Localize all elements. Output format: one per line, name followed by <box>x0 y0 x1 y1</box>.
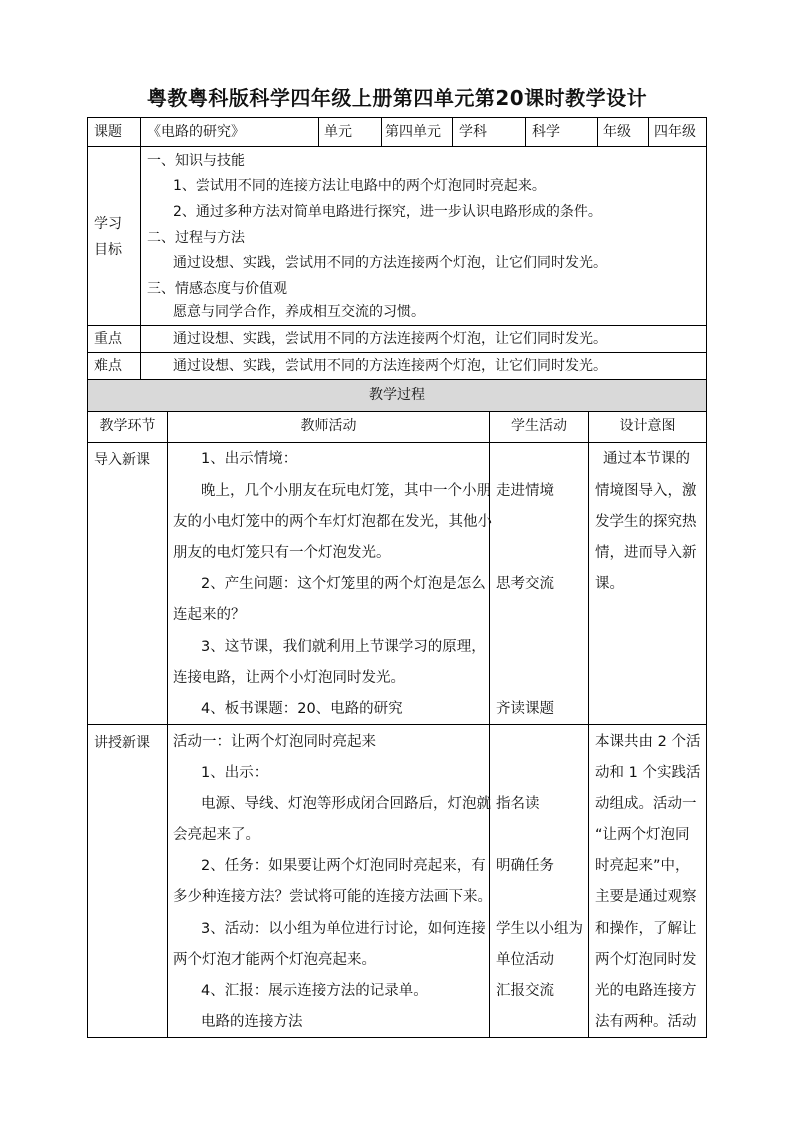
teacher-activity-line: 2、任务：如果要让两个灯泡同时亮起来，有 <box>201 858 486 874</box>
column-header-stage: 教学环节 <box>99 418 156 434</box>
unit-label: 单元 <box>324 124 352 140</box>
teacher-activity-line: 友的小电灯笼中的两个车灯灯泡都在发光，其他小 <box>173 514 492 530</box>
topic-label: 课题 <box>94 124 122 140</box>
objective-line: 通过设想、实践，尝试用不同的方法连接两个灯泡，让它们同时发光。 <box>173 255 607 271</box>
student-activity: 汇报交流 <box>496 983 554 999</box>
difficulty-text: 通过设想、实践，尝试用不同的方法连接两个灯泡，让它们同时发光。 <box>173 358 607 374</box>
subject-value: 科学 <box>532 124 560 140</box>
teacher-activity-line: 晚上，几个小朋友在玩电灯笼，其中一个小朋 <box>201 483 491 499</box>
objective-line: 1、尝试用不同的连接方法让电路中的两个灯泡同时亮起来。 <box>173 178 546 194</box>
teacher-activity-line: 1、出示： <box>201 765 269 781</box>
stage-label: 讲授新课 <box>94 735 150 751</box>
page-title: 粤教粤科版科学四年级上册第四单元第20课时教学设计 <box>146 86 648 110</box>
student-activity: 齐读课题 <box>496 701 554 717</box>
design-intent-line: 情，进而导入新 <box>595 545 697 561</box>
teacher-activity-line: 3、这节课，我们就利用上节课学习的原理， <box>201 639 486 655</box>
teacher-activity-line: 活动一：让两个灯泡同时亮起来 <box>173 734 376 750</box>
design-intent-line: 法有两种。活动 <box>595 1014 697 1030</box>
column-header-intent: 设计意图 <box>619 418 676 434</box>
design-intent-line: 本课共由 2 个活 <box>595 734 701 750</box>
student-activity: 学生以小组为 <box>496 921 583 937</box>
topic-value: 《电路的研究》 <box>147 124 245 140</box>
student-activity: 单位活动 <box>496 952 554 968</box>
design-intent-line: 动组成。活动一 <box>595 796 697 812</box>
key-point-text: 通过设想、实践，尝试用不同的方法连接两个灯泡，让它们同时发光。 <box>173 331 607 347</box>
teacher-activity-line: 连接电路，让两个小灯泡同时发光。 <box>173 670 405 686</box>
student-activity: 走进情境 <box>496 483 554 499</box>
teacher-activity-line: 3、活动：以小组为单位进行讨论，如何连接 <box>201 921 486 937</box>
objective-line: 三、情感态度与价值观 <box>147 281 287 297</box>
student-activity: 思考交流 <box>496 576 554 592</box>
teacher-activity-line: 4、板书课题：20、电路的研究 <box>201 701 403 717</box>
teacher-activity-line: 两个灯泡才能两个灯泡亮起来。 <box>173 952 376 968</box>
objectives-label: 目标 <box>94 242 122 258</box>
teacher-activity-line: 朋友的电灯笼只有一个灯泡发光。 <box>173 545 391 561</box>
difficulty-label: 难点 <box>94 358 122 374</box>
student-activity: 明确任务 <box>496 858 554 874</box>
design-intent-line: 课。 <box>595 576 624 592</box>
teacher-activity-line: 会亮起来了。 <box>173 827 260 843</box>
design-intent-line: 和操作，了解让 <box>595 921 697 937</box>
teacher-activity-line: 连起来的？ <box>173 607 246 623</box>
teacher-activity-line: 4、汇报：展示连接方法的记录单。 <box>201 983 428 999</box>
teacher-activity-line: 电路的连接方法 <box>201 1014 303 1030</box>
objective-line: 一、知识与技能 <box>147 153 245 169</box>
design-intent-line: 情境图导入，激 <box>595 483 697 499</box>
design-intent-line: 主要是通过观察 <box>595 889 697 905</box>
design-intent-line: 发学生的探究热 <box>595 514 697 530</box>
design-intent-line: 通过本节课的 <box>603 451 690 467</box>
stage-label: 导入新课 <box>94 452 150 468</box>
grade-label: 年级 <box>603 124 631 140</box>
objective-line: 愿意与同学合作，养成相互交流的习惯。 <box>173 304 425 320</box>
design-intent-line: “让两个灯泡同 <box>595 827 690 843</box>
design-intent-line: 动和 1 个实践活 <box>595 765 701 781</box>
teacher-activity-line: 多少种连接方法？尝试将可能的连接方法画下来。 <box>173 889 492 905</box>
column-header-student: 学生活动 <box>511 418 567 434</box>
objectives-label: 学习 <box>94 216 122 232</box>
grade-value: 四年级 <box>654 124 696 140</box>
teacher-activity-line: 电源、导线、灯泡等形成闭合回路后，灯泡就 <box>201 796 491 812</box>
subject-label: 学科 <box>459 124 487 140</box>
student-activity: 指名读 <box>496 796 540 812</box>
design-intent-line: 两个灯泡同时发 <box>595 952 697 968</box>
teacher-activity-line: 1、出示情境： <box>201 451 298 467</box>
column-header-teacher: 教师活动 <box>300 418 357 434</box>
process-header: 教学过程 <box>369 387 425 403</box>
key-point-label: 重点 <box>94 331 122 347</box>
objective-line: 2、通过多种方法对简单电路进行探究，进一步认识电路形成的条件。 <box>173 204 602 220</box>
unit-value: 第四单元 <box>385 124 441 140</box>
design-intent-line: 光的电路连接方 <box>595 983 697 999</box>
design-intent-line: 时亮起来”中， <box>595 858 690 874</box>
teacher-activity-line: 2、产生问题：这个灯笼里的两个灯泡是怎么 <box>201 576 486 592</box>
objective-line: 二、过程与方法 <box>147 230 245 246</box>
